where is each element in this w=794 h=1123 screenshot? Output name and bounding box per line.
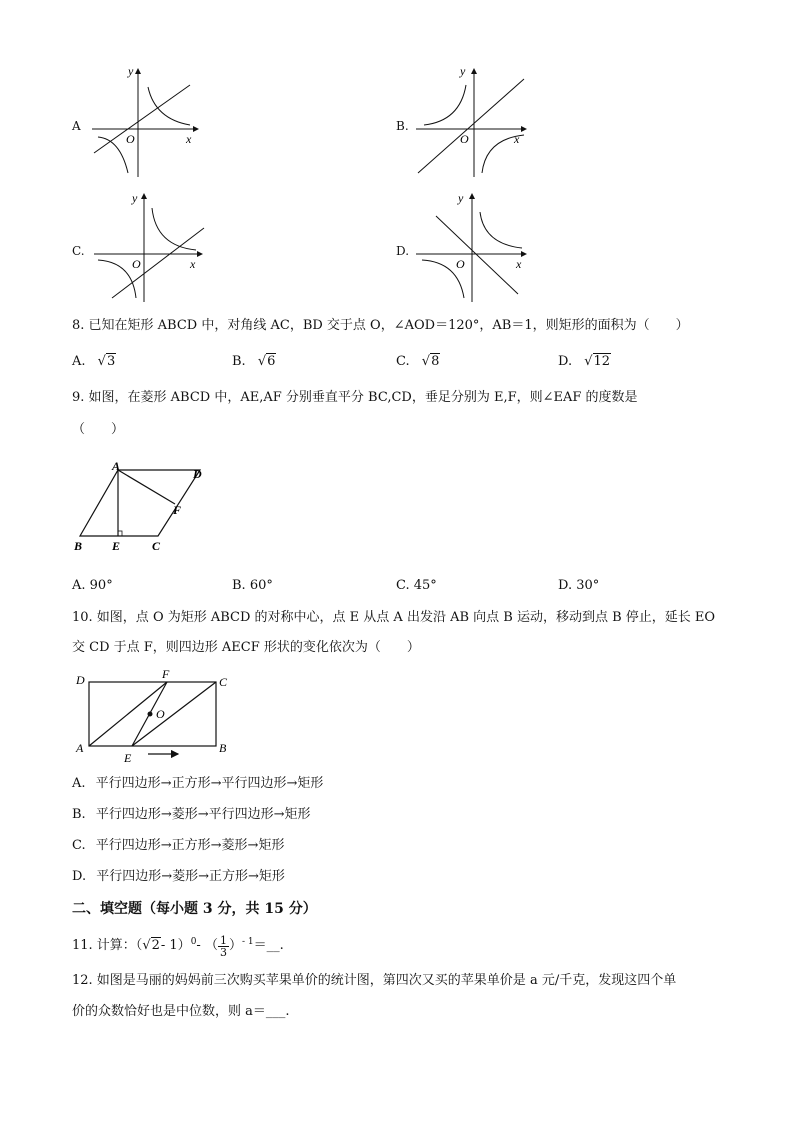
axis-y-label: y: [458, 191, 464, 205]
axis-x-label: x: [516, 257, 522, 271]
vertex-c-label: C: [219, 675, 228, 689]
q10-option-b[interactable]: [72, 807, 311, 823]
option-label: B.: [232, 354, 246, 369]
axis-x-label: x: [186, 132, 192, 146]
graph-option-a: [90, 65, 205, 180]
vertex-f-label: F: [173, 503, 182, 517]
point-e-label: E: [124, 751, 132, 765]
fraction: $\frac{1}{3}$: [219, 933, 227, 959]
axis-x-label: x: [514, 132, 520, 146]
q9-rhombus-figure: [72, 458, 212, 558]
q8-option-b[interactable]: [232, 354, 276, 370]
q8-option-a[interactable]: [72, 354, 116, 370]
q9-option-c[interactable]: C. 45°: [396, 578, 437, 593]
graph-option-d-label: D.: [396, 244, 410, 258]
origin-label: O: [456, 257, 465, 271]
option-label: B.: [72, 807, 86, 822]
q11-expression: 11. 计算：（ √2 - 1） $^0$ - （ $\frac{1}{3}$ ） $^{- 1}$ ＝__.: [72, 933, 284, 959]
axis-y-label: y: [128, 65, 134, 78]
q9-option-d[interactable]: D. 30°: [558, 578, 600, 593]
sqrt-expression: √12: [584, 354, 611, 369]
origin-label: O: [132, 257, 141, 271]
option-text: 平行四边形→菱形→正方形→矩形: [96, 869, 285, 884]
graph-option-b: [414, 65, 534, 180]
sqrt-expression: √8: [421, 354, 440, 369]
option-label: C.: [72, 838, 86, 853]
q12-text-line2: 价的众数恰好也是中位数，则 a＝___.: [72, 1004, 290, 1019]
q10-option-d[interactable]: [72, 869, 285, 885]
center-o-label: O: [156, 707, 165, 721]
q12-text-line1: 12. 如图是马丽的妈妈前三次购买苹果单价的统计图，第四次又买的苹果单价是 a 元/千克，发现这四个单: [72, 973, 677, 988]
q8-option-c[interactable]: [396, 354, 440, 370]
vertex-e-label: E: [112, 539, 121, 553]
origin-label: O: [460, 132, 469, 146]
graph-option-c-label: C.: [72, 244, 85, 258]
graph-option-b-label: B.: [396, 119, 409, 133]
axis-x-label: x: [190, 257, 196, 271]
sqrt-expression: √2: [142, 938, 160, 953]
option-label: D.: [72, 869, 87, 884]
vertex-c-label: C: [152, 539, 161, 553]
option-text: 平行四边形→正方形→平行四边形→矩形: [95, 776, 324, 791]
graph-option-a-label: A: [72, 119, 81, 133]
vertex-a-label: A: [112, 459, 121, 473]
option-label: A.: [72, 354, 86, 369]
q9-option-a[interactable]: A. 90°: [72, 578, 113, 593]
option-label: A.: [72, 776, 86, 791]
q10-rectangle-figure: [72, 664, 242, 768]
option-text: 平行四边形→菱形→平行四边形→矩形: [95, 807, 311, 822]
option-text: 平行四边形→正方形→菱形→矩形: [95, 838, 285, 853]
q8-text: 8. 已知在矩形 ABCD 中，对角线 AC，BD 交于点 O，∠AOD＝120°，AB＝1，则矩形的面积为（ ）: [72, 318, 689, 333]
origin-label: O: [126, 132, 135, 146]
axis-y-label: y: [460, 65, 466, 78]
vertex-b-label: B: [219, 741, 227, 755]
vertex-f-label: F: [162, 667, 170, 681]
option-label: D.: [558, 354, 573, 369]
q9-text-line1: 9. 如图，在菱形 ABCD 中，AE,AF 分别垂直平分 BC,CD，垂足分别为 E,F，则∠EAF 的度数是: [72, 390, 638, 405]
q9-option-b[interactable]: B. 60°: [232, 578, 273, 593]
q10-text-line1: 10. 如图，点 O 为矩形 ABCD 的对称中心，点 E 从点 A 出发沿 AB 向点 B 运动，移动到点 B 停止，延长 EO: [72, 610, 716, 625]
q10-option-a[interactable]: [72, 776, 323, 792]
graph-option-d: [414, 190, 534, 305]
vertex-d-label: D: [193, 467, 202, 481]
q10-option-c[interactable]: [72, 838, 284, 854]
q9-text-line2: （ ）: [72, 422, 125, 437]
vertex-d-label: D: [76, 673, 85, 687]
vertex-a-label: A: [76, 741, 84, 755]
option-label: C.: [396, 354, 410, 369]
graph-option-c: [92, 190, 212, 305]
q10-text-line2: 交 CD 于点 F，则四边形 AECF 形状的变化依次为（ ）: [72, 640, 420, 655]
vertex-b-label: B: [74, 539, 83, 553]
sqrt-expression: √6: [257, 354, 276, 369]
sqrt-expression: √3: [97, 354, 116, 369]
answer-blank: ＝__.: [253, 938, 284, 953]
section-title: 二、填空题（每小题 3 分，共 15 分）: [72, 901, 317, 917]
axis-y-label: y: [132, 191, 138, 205]
q8-option-d[interactable]: [558, 354, 611, 370]
